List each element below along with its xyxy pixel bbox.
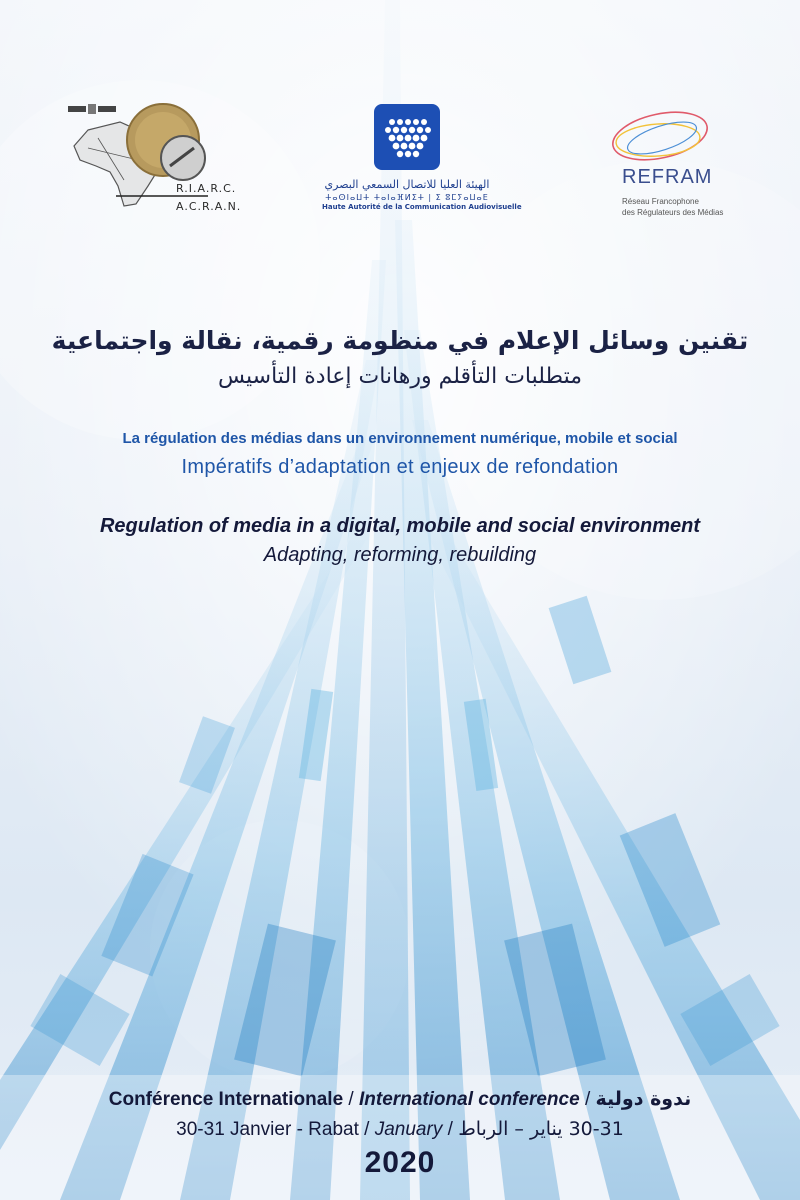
haca-name-tifinagh: ⵜⴰⵙⵏⴰⵡⵜ ⵜⴰⵏⴰⴼⵍⵉⵜ | ⵉ ⵓⵎⵢⴰⵡⴰⴹ xyxy=(325,193,489,202)
conference-label-ar: ندوة دولية xyxy=(595,1088,692,1110)
separator: / xyxy=(584,1089,591,1110)
separator: / xyxy=(447,1119,453,1140)
refram-subtitle-line2: des Régulateurs des Médias xyxy=(622,208,724,217)
refram-subtitle-line1: Réseau Francophone xyxy=(622,197,699,206)
conference-label-fr: Conférence Internationale xyxy=(108,1089,344,1110)
conference-year: 2020 xyxy=(364,1146,436,1179)
haca-name-french: Haute Autorité de la Communication Audiovisuelle xyxy=(322,203,522,211)
conference-date-line xyxy=(0,1118,800,1141)
date-ar: 30-31 يناير – الرباط xyxy=(458,1118,624,1140)
refram-subtitle xyxy=(622,196,723,218)
title-english-main: Regulation of media in a digital, mobile and social environment xyxy=(99,515,701,537)
title-english-sub: Adapting, reforming, rebuilding xyxy=(263,544,537,566)
conference-label-en: International conference xyxy=(358,1089,580,1110)
acran-label: A.C.R.A.N. xyxy=(176,200,242,213)
conference-label-line xyxy=(0,1088,800,1111)
title-arabic-main: تقنين وسائل الإعلام في منظومة رقمية، نقالة واجتماعية xyxy=(51,326,749,355)
riarc-label: R.I.A.R.C. xyxy=(176,182,237,195)
riarc-acran-logo xyxy=(58,100,242,220)
date-fr: 30-31 Janvier - Rabat xyxy=(176,1119,359,1140)
refram-swirl-icon xyxy=(600,104,720,174)
separator: / xyxy=(348,1089,354,1110)
separator: / xyxy=(364,1119,370,1140)
refram-wordmark: REFRAM xyxy=(622,166,713,188)
haca-name-arabic: الهيئة العليا للاتصال السمعي البصري xyxy=(324,178,490,191)
haca-emblem-icon xyxy=(374,104,440,170)
title-arabic-sub: متطلبات التأقلم ورهانات إعادة التأسيس xyxy=(217,364,582,389)
date-en: January xyxy=(374,1119,443,1140)
title-french-main: La régulation des médias dans un environnement numérique, mobile et social xyxy=(122,430,678,447)
haca-logo xyxy=(322,104,522,220)
title-french-sub: Impératifs d’adaptation et enjeux de refondation xyxy=(181,456,619,478)
refram-logo xyxy=(600,104,760,224)
